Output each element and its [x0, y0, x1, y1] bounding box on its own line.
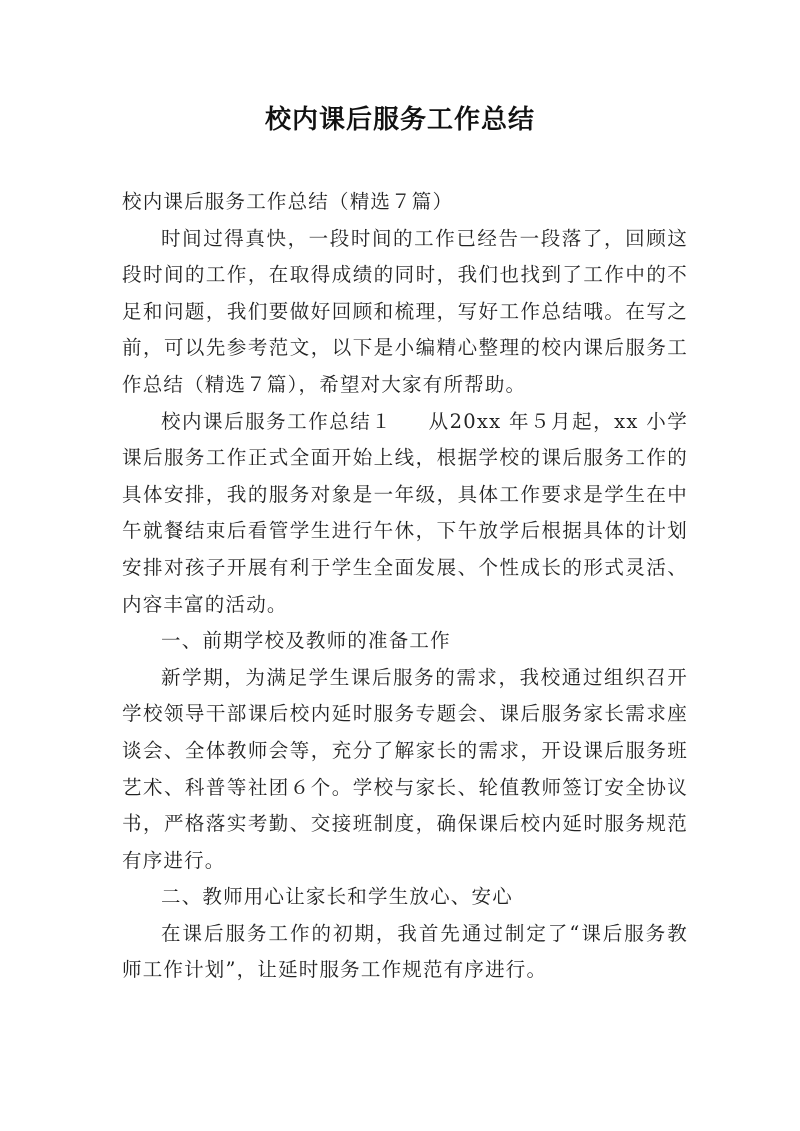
intro-paragraph: 时间过得真快，一段时间的工作已经告一段落了，回顾这段时间的工作，在取得成绩的同时，我们也找到了工作中的不足和问题，我们要做好回顾和梳理，写好工作总结哦。在写之前，可以先参考范文，以下是小编精心整理的校内课后服务工作总结（精选７篇），希望对大家有所帮助。 — [122, 226, 688, 396]
document-title: 校内课后服务工作总结 — [264, 105, 535, 135]
part-2-heading: 二、教师用心让家长和学生放心、安心 — [161, 885, 513, 909]
section-1-heading: 校内课后服务工作总结１ — [161, 409, 393, 433]
document-subtitle: 校内课后服务工作总结（精选７篇） — [122, 190, 454, 213]
part-1-paragraph: 新学期，为满足学生课后服务的需求，我校通过组织召开学校领导干部课后校内延时服务专题会、课后服务家长需求座谈会、全体教师会等，充分了解家长的需求，开设课后服务班艺术、科普等社团６个。学校与家长、轮值教师签订安全协议书，严格落实考勤、交接班制度，确保课后校内延时服务规范有序进行。 — [122, 665, 688, 872]
section-1-text: 从20xx 年５月起，xx 小学课后服务工作正式全面开始上线，根据学校的课后服务工作的具体安排，我的服务对象是一年级，具体工作要求是学生在中午就餐结束后看管学生进行午休，下午放学后根据具体的计划安排对孩子开展有利于学生全面发展、个性成长的形式灵活、内容丰富的活动。 — [122, 409, 688, 616]
part-2-paragraph: 在课后服务工作的初期，我首先通过制定了“课后服务教师工作计划”，让延时服务工作规范有序进行。 — [122, 921, 688, 982]
section-1-paragraph — [122, 404, 688, 624]
part-1-heading: 一、前期学校及教师的准备工作 — [161, 629, 451, 653]
document-body — [122, 184, 688, 989]
